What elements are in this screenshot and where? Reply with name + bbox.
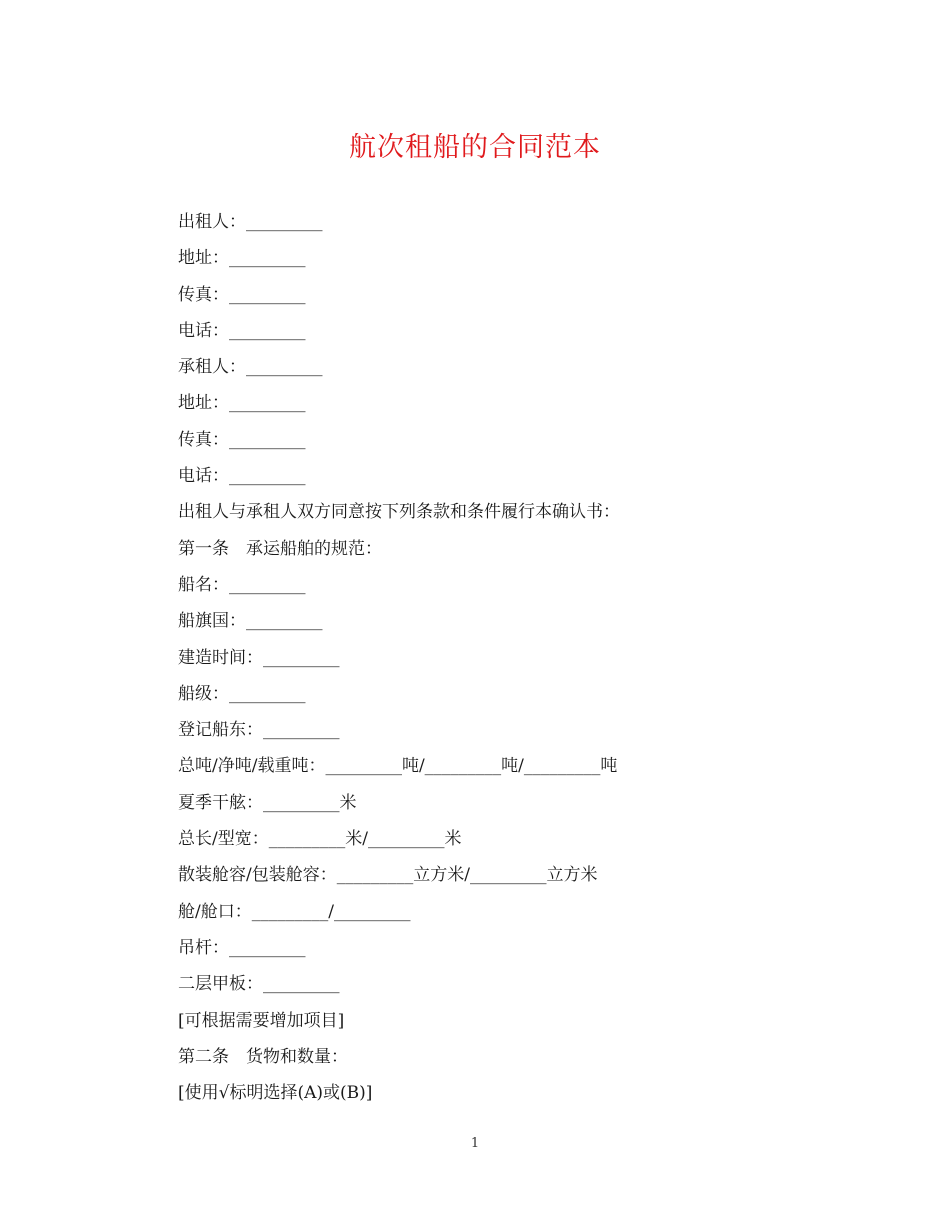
tonnage-line: 总吨/净吨/载重吨：_________吨/_________吨/_________吨 [178,756,618,777]
derricks-line: 吊杆：_________ [178,937,306,958]
document-title: 航次租船的合同范本 [349,132,601,163]
charterer-fax-line: 传真：_________ [178,429,306,450]
registered-owner-line: 登记船东：_________ [178,720,340,741]
page-number: 1 [470,1136,480,1151]
charterer-line: 承租人：_________ [178,357,323,378]
charterer-phone-line: 电话：_________ [178,466,306,487]
capacity-line: 散装舱容/包装舱容：_________立方米/_________立方米 [178,865,598,886]
selection-instruction: [使用√标明选择(A)或(B)] [178,1083,373,1104]
flag-state-line: 船旗国：_________ [178,611,323,632]
article-1-heading: 第一条 承运船舶的规范： [178,538,382,559]
summer-freeboard-line: 夏季干舷：_________米 [178,792,357,813]
agreement-statement: 出租人与承租人双方同意按下列条款和条件履行本确认书： [178,502,620,523]
lessor-line: 出租人：_________ [178,212,323,232]
additional-items-note: [可根据需要增加项目] [178,1010,345,1031]
length-breadth-line: 总长/型宽：_________米/_________米 [178,829,462,850]
build-date-line: 建造时间：_________ [178,647,340,668]
tween-deck-line: 二层甲板：_________ [178,974,340,995]
article-2-heading: 第二条 货物和数量： [178,1046,348,1067]
holds-hatches-line: 舱/舱口：_________/_________ [178,901,411,922]
charterer-address-line: 地址：_________ [178,393,306,414]
ship-name-line: 船名：_________ [178,574,306,595]
lessor-address-line: 地址：_________ [178,248,306,269]
lessor-fax-line: 传真：_________ [178,284,306,305]
lessor-phone-line: 电话：_________ [178,320,306,341]
contract-body [178,208,798,1115]
ship-class-line: 船级：_________ [178,683,306,704]
